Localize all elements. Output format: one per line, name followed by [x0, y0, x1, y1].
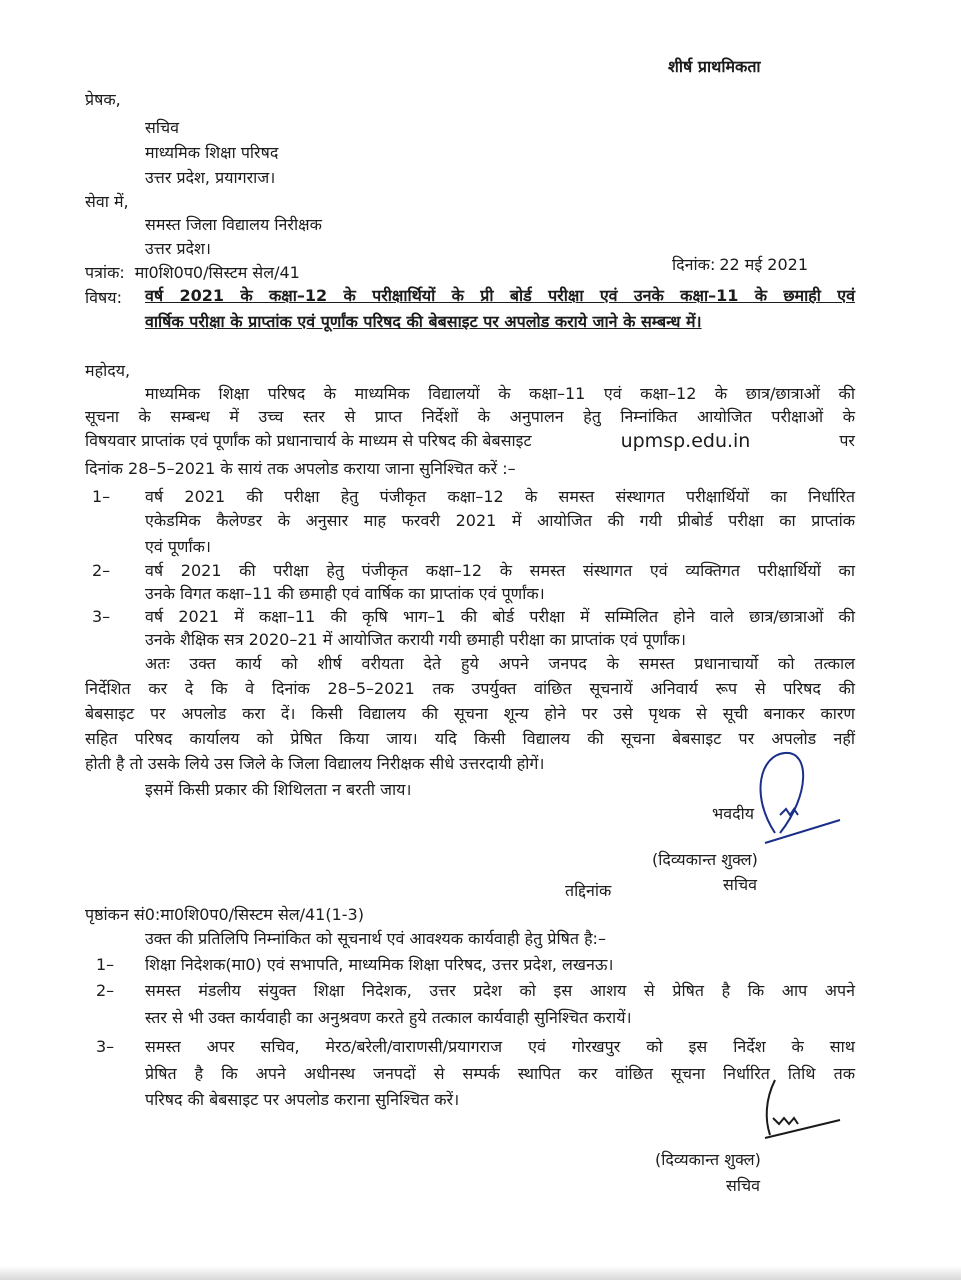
endorsement-ref: पृष्ठांकन सं0:मा0शि0प0/सिस्टम सेल/41(1-3)	[85, 905, 364, 924]
item-line: वर्ष 2021 की परीक्षा हेतु पंजीकृत कक्षा–12 के समस्त संस्थागत परीक्षार्थियों का निर्धारित	[145, 487, 855, 506]
item-line: एवं पूर्णांक।	[145, 537, 211, 556]
signatory-designation: सचिव	[726, 1176, 761, 1195]
yours-faithfully: भवदीय	[712, 804, 755, 823]
signatory-name: (दिव्यकान्त शुक्ल)	[652, 850, 758, 869]
endorsement-intro: उक्त की प्रतिलिपि निम्नांकित को सूचनार्थ एवं आवश्यक कार्यवाही हेतु प्रेषित है:–	[145, 929, 606, 948]
item-line: शिक्षा निदेशक(मा0) एवं सभापति, माध्यमिक शिक्षा परिषद, उत्तर प्रदेश, लखनऊ।	[145, 955, 614, 974]
signatory-name: (दिव्यकान्त शुक्ल)	[655, 1150, 761, 1169]
sender-line: माध्यमिक शिक्षा परिषद	[145, 143, 279, 162]
recipient-label: सेवा में,	[85, 192, 129, 211]
sender-label: प्रेषक,	[85, 90, 121, 109]
ref-label: पत्रांक:	[85, 263, 125, 282]
item-number: 2–	[96, 981, 115, 1000]
recipient-line: समस्त जिला विद्यालय निरीक्षक	[145, 215, 322, 234]
item-line: परिषद की बेबसाइट पर अपलोड कराना सुनिश्चित करें।	[145, 1090, 460, 1109]
recipient-line: उत्तर प्रदेश।	[145, 239, 211, 258]
item-number: 2–	[92, 561, 111, 580]
item-line: स्तर से भी उक्त कार्यवाही का अनुश्रवण करते हुये तत्काल कार्यवाही सुनिश्चित करायें।	[145, 1008, 632, 1027]
item-line: एकेडमिक कैलेण्डर के अनुसार माह फरवरी 2021 में आयोजित की गयी प्रीबोर्ड परीक्षा का प्राप्तांक	[145, 511, 855, 530]
paragraph-line: इसमें किसी प्रकार की शिथिलता न बरती जाय।	[145, 780, 412, 799]
item-number: 3–	[92, 607, 111, 626]
item-line: वर्ष 2021 में कक्षा–11 की कृषि भाग–1 की बोर्ड परीक्षा में सम्मिलित होने वाले छात्र/छात्राओं की	[145, 607, 855, 626]
signature-icon	[740, 745, 850, 845]
subject-line: वर्ष 2021 के कक्षा–12 के परीक्षार्थियों के प्री बोर्ड परीक्षा एवं उनके कक्षा–11 के छमाही एवं	[145, 286, 855, 305]
ref-number: मा0शि0प0/सिस्टम सेल/41	[134, 263, 300, 282]
item-line: प्रेषित है कि अपने अधीनस्थ जनपदों से सम्पर्क स्थापित कर वांछित सूचना निर्धारित तिथि तक	[145, 1064, 855, 1083]
priority-heading: शीर्ष प्राथमिकता	[668, 57, 761, 76]
date-label: दिनांक:	[672, 255, 716, 274]
paragraph-line: दिनांक 28–5–2021 के सायं तक अपलोड कराया जाना सुनिश्चित करें :–	[85, 459, 516, 478]
sender-line: सचिव	[145, 118, 180, 137]
page-edge-shadow	[0, 1266, 961, 1280]
item-number: 1–	[96, 955, 115, 974]
website-link[interactable]: upmsp.edu.in	[620, 430, 751, 452]
item-number: 1–	[92, 487, 111, 506]
item-line: समस्त मंडलीय संयुक्त शिक्षा निदेशक, उत्तर प्रदेश को इस आशय से प्रेषित है कि आप अपने	[145, 981, 855, 1000]
sender-line: उत्तर प्रदेश, प्रयागराज।	[145, 168, 276, 187]
item-line: वर्ष 2021 की परीक्षा हेतु पंजीकृत कक्षा–12 के समस्त संस्थागत एवं व्यक्तिगत परीक्षार्थियों का	[145, 561, 855, 580]
signatory-designation: सचिव	[723, 875, 758, 894]
signature-icon	[745, 1060, 855, 1140]
paragraph-line	[85, 430, 855, 452]
subject-label: विषय:	[85, 288, 122, 307]
salutation: महोदय,	[85, 361, 131, 380]
paragraph-line: निर्देशित कर दे कि वे दिनांक 28–5–2021 तक उपर्युक्त वांछित सूचनायें अनिवार्य रूप से परिषद की	[85, 679, 855, 698]
paragraph-line: बेबसाइट पर अपलोड करा दें। किसी विद्यालय की सूचना शून्य होने पर उसे पृथक से सूची बनाकर कारण	[85, 704, 855, 723]
paragraph-line: माध्यमिक शिक्षा परिषद के माध्यमिक विद्यालयों के कक्षा–11 एवं कक्षा–12 के छात्र/छात्राओं की	[145, 384, 855, 403]
paragraph-text: विषयवार प्राप्तांक एवं पूर्णांक को प्रधानाचार्य के माध्यम से परिषद की बेबसाइट	[85, 431, 532, 450]
paragraph-text: पर	[839, 431, 855, 450]
endorsement-date: तद्दिनांक	[565, 881, 612, 900]
date-group	[672, 254, 808, 276]
item-line: समस्त अपर सचिव, मेरठ/बरेली/वाराणसी/प्रयागराज एवं गोरखपुर को इस निर्देश के साथ	[145, 1037, 855, 1056]
item-line: उनके शैक्षिक सत्र 2020–21 में आयोजित करायी गयी छमाही परीक्षा का प्राप्तांक एवं पूर्णांक।	[145, 630, 686, 649]
paragraph-line: होती है तो उसके लिये उस जिले के जिला विद्यालय निरीक्षक सीधे उत्तरदायी होगें।	[85, 754, 545, 773]
paragraph-line: अतः उक्त कार्य को शीर्ष वरीयता देते हुये अपने जनपद के समस्त प्रधानाचार्यो को तत्काल	[145, 654, 855, 673]
subject-line: वार्षिक परीक्षा के प्राप्तांक एवं पूर्णांक परिषद की बेबसाइट पर अपलोड कराये जाने के सम्बन्ध में।	[145, 312, 702, 331]
paragraph-line: सूचना के सम्बन्ध में उच्च स्तर से प्राप्त निर्देशों के अनुपालन हेतु निम्नांकित आयोजित परीक्षाओं के	[85, 407, 855, 426]
ref-group	[85, 262, 300, 284]
item-number: 3–	[96, 1037, 115, 1056]
item-line: उनके विगत कक्षा–11 की छमाही एवं वार्षिक का प्राप्तांक एवं पूर्णांक।	[145, 584, 545, 603]
date-value: 22 मई 2021	[719, 255, 809, 274]
paragraph-line: सहित परिषद कार्यालय को प्रेषित किया जाय। यदि किसी विद्यालय की सूचना बेबसाइट पर अपलोड नहीं	[85, 729, 855, 748]
